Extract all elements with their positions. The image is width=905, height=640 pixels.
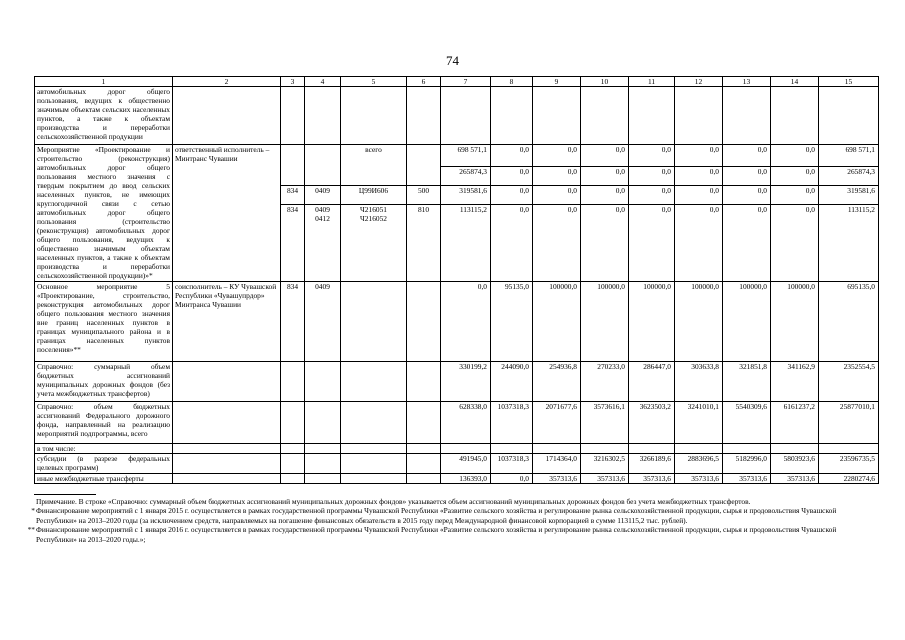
value-cell: 265874,3 xyxy=(819,167,879,186)
value-cell: 330199,2 xyxy=(441,362,491,402)
value-cell: 2352554,5 xyxy=(819,362,879,402)
value-cell: 1714364,0 xyxy=(533,454,581,474)
value-cell: 2883696,5 xyxy=(675,454,723,474)
value-cell: 341162,9 xyxy=(771,362,819,402)
value-cell: 303633,8 xyxy=(675,362,723,402)
value-cell: 357313,6 xyxy=(629,474,675,484)
value-cell: 0,0 xyxy=(771,167,819,186)
note-remark: Примечание. В строке «Справочно: суммарный объем бюджетных ассигнований муниципальных дорожных фондов» указывается объем ассигнований муниципальных дорожных фондов без учета межбюджетных трансфертов. xyxy=(36,497,751,506)
col-num-2: 2 xyxy=(173,77,281,87)
value-cell: 0,0 xyxy=(491,474,533,484)
value-cell: 491945,0 xyxy=(441,454,491,474)
table-row-continuation xyxy=(35,87,879,145)
value-cell: 100000,0 xyxy=(723,282,771,362)
value-cell: 321851,8 xyxy=(723,362,771,402)
col-num-10: 10 xyxy=(581,77,629,87)
row-description: Справочно: суммарный объем бюджетных ассигнований муниципальных дорожных фондов (без учета межбюджетных трансфертов) xyxy=(35,362,173,402)
column-number-row xyxy=(35,77,879,87)
value-cell: 254936,8 xyxy=(533,362,581,402)
value-cell: 0,0 xyxy=(581,186,629,205)
note-double-asterisk xyxy=(26,525,872,544)
value-cell: 0,0 xyxy=(581,205,629,282)
row-description: Основное мероприятие 5 «Проектирование, строительство, реконструкция автомобильных дорог общего пользования местного значения вне границ населенных пунктов в границах муниципального района и в границах населенных пунктов поселения»** xyxy=(35,282,173,362)
value-cell: 0,0 xyxy=(533,205,581,282)
row-description: Справочно: объем бюджетных ассигнований Федерального дорожного фонда, направленный на реализацию мероприятий подпрограммы, всего xyxy=(35,402,173,444)
row-executor: соисполнитель – КУ Чувашской Республики «Чувашупрдор» Минтранса Чувашии xyxy=(173,282,281,362)
value-cell: 244090,0 xyxy=(491,362,533,402)
value-cell: 286447,0 xyxy=(629,362,675,402)
value-cell: 0,0 xyxy=(533,167,581,186)
table-row-subsidies xyxy=(35,454,879,474)
value-cell: 628338,0 xyxy=(441,402,491,444)
note-single-asterisk xyxy=(26,506,872,525)
value-cell: 319581,6 xyxy=(441,186,491,205)
value-cell: 0,0 xyxy=(675,186,723,205)
footnote-divider xyxy=(34,494,96,495)
value-cell: 0,0 xyxy=(441,282,491,362)
note-text: Финансирование мероприятий с 1 января 2016 г. осуществляется в рамках государственной программы Чувашской Республики «Развитие сельского хозяйства и регулирование рынка сельскохозяйственной продукции, сырья и продовольствия Чувашской Республики» на 2013–2020 годы.»; xyxy=(36,525,837,544)
value-cell: 357313,6 xyxy=(723,474,771,484)
value-cell: 0,0 xyxy=(723,186,771,205)
value-cell: 0,0 xyxy=(723,167,771,186)
footnotes xyxy=(26,497,872,544)
value-cell: 23596735,5 xyxy=(819,454,879,474)
value-cell: 265874,3 xyxy=(441,167,491,186)
table-row-including xyxy=(35,444,879,454)
value-cell: 357313,6 xyxy=(675,474,723,484)
value-cell: 100000,0 xyxy=(629,282,675,362)
total-label: всего xyxy=(341,145,407,167)
value-cell: 0,0 xyxy=(629,145,675,167)
col-num-13: 13 xyxy=(723,77,771,87)
value-cell: 0,0 xyxy=(771,205,819,282)
value-cell: 0,0 xyxy=(581,167,629,186)
value-cell: 2280274,6 xyxy=(819,474,879,484)
value-cell: 0,0 xyxy=(491,205,533,282)
col-num-3: 3 xyxy=(281,77,305,87)
col-num-7: 7 xyxy=(441,77,491,87)
value-cell: 100000,0 xyxy=(533,282,581,362)
value-cell: 319581,6 xyxy=(819,186,879,205)
col-num-1: 1 xyxy=(35,77,173,87)
value-cell: 5803923,6 xyxy=(771,454,819,474)
value-cell: 0,0 xyxy=(675,167,723,186)
col-num-14: 14 xyxy=(771,77,819,87)
value-cell: 0,0 xyxy=(675,145,723,167)
table-row-event-total xyxy=(35,145,879,167)
row-description: Мероприятие «Проектирование и строительство (реконструкция) автомобильных дорог общего пользования местного значения с твердым покрытием до ввод сельских населенных пунктов, не имеющих круглогодичной связи с сетью автомобильных дорог общего пользования (строительство (реконструкция) автомобильных дорог общего пользования, ведущих к общественно значимым объектам населенных пунктов, а также к объектам производства и переработки сельскохозяйственной продукции)»* xyxy=(35,145,173,282)
value-cell: 0,0 xyxy=(581,145,629,167)
value-cell: 357313,6 xyxy=(581,474,629,484)
value-cell: 5182996,0 xyxy=(723,454,771,474)
value-cell: 0,0 xyxy=(629,205,675,282)
note-text: Финансирование мероприятий с 1 января 2015 г. осуществляется в рамках государственной программы Чувашской Республики «Развитие сельского хозяйства и регулирование рынка сельскохозяйственной продукции, сырья и продовольствия Чувашской Республики» на 2013–2020 годы (за исключением средств, направляемых на погашение финансовых обязательств в 2015 году перед Международной финансовой корпорацией в сумме 113115,2 тыс. рублей). xyxy=(36,506,837,525)
value-cell: 113115,2 xyxy=(819,205,879,282)
table-row-other-transfers xyxy=(35,474,879,484)
table-row-event-sub: 834 0409 Ц99И606 500 319581,6 0,0 0,0 0,0 0,0 0,0 0,0 0,0 319581,6 xyxy=(35,186,879,205)
row-executor: ответственный исполнитель – Минтранс Чувашии xyxy=(173,145,281,282)
value-cell: 5540309,6 xyxy=(723,402,771,444)
value-cell: 3216302,5 xyxy=(581,454,629,474)
table-row-reference-municipal xyxy=(35,362,879,402)
value-cell: 357313,6 xyxy=(771,474,819,484)
value-cell: 3623503,2 xyxy=(629,402,675,444)
value-cell: 0,0 xyxy=(533,186,581,205)
value-cell: 1037318,3 xyxy=(491,402,533,444)
value-cell: 0,0 xyxy=(533,145,581,167)
value-cell: 0,0 xyxy=(723,205,771,282)
value-cell: 95135,0 xyxy=(491,282,533,362)
col-num-15: 15 xyxy=(819,77,879,87)
row-description: иные межбюджетные трансферты xyxy=(35,474,173,484)
value-cell: 100000,0 xyxy=(675,282,723,362)
row-description: субсидии (в разрезе федеральных целевых программ) xyxy=(35,454,173,474)
table-row-event-sub: 834 0409 0412 Ч216051 Ч216052 810 113115,2 0,0 0,0 0,0 0,0 0,0 0,0 0,0 113115,2 xyxy=(35,205,879,282)
value-cell: 6161237,2 xyxy=(771,402,819,444)
value-cell: 2071677,6 xyxy=(533,402,581,444)
value-cell: 3573616,1 xyxy=(581,402,629,444)
page-number: 74 xyxy=(446,53,459,68)
row-description: в том числе: xyxy=(35,444,173,454)
value-cell: 0,0 xyxy=(491,145,533,167)
value-cell: 0,0 xyxy=(771,145,819,167)
budget-table xyxy=(34,76,879,484)
value-cell: 100000,0 xyxy=(581,282,629,362)
row-description: автомобильных дорог общего пользования, ведущих к общественно значимым объектам сельских населенных пунктов, а также к объектам производства и переработки сельскохозяйственной продукции xyxy=(35,87,173,145)
value-cell: 0,0 xyxy=(491,186,533,205)
col-num-6: 6 xyxy=(407,77,441,87)
value-cell: 25877010,1 xyxy=(819,402,879,444)
col-num-9: 9 xyxy=(533,77,581,87)
value-cell: 136393,0 xyxy=(441,474,491,484)
value-cell: 0,0 xyxy=(629,167,675,186)
table-row-reference-federal xyxy=(35,402,879,444)
col-num-4: 4 xyxy=(305,77,341,87)
value-cell: 698 571,1 xyxy=(819,145,879,167)
value-cell: 0,0 xyxy=(723,145,771,167)
value-cell: 695135,0 xyxy=(819,282,879,362)
double-asterisk-mark: ** xyxy=(27,525,35,535)
value-cell: 0,0 xyxy=(771,186,819,205)
value-cell: 1037318,3 xyxy=(491,454,533,474)
col-num-11: 11 xyxy=(629,77,675,87)
asterisk-mark: * xyxy=(31,506,35,516)
value-cell: 0,0 xyxy=(629,186,675,205)
value-cell: 0,0 xyxy=(491,167,533,186)
value-cell: 698 571,1 xyxy=(441,145,491,167)
value-cell: 357313,6 xyxy=(533,474,581,484)
col-num-12: 12 xyxy=(675,77,723,87)
value-cell: 270233,0 xyxy=(581,362,629,402)
col-num-8: 8 xyxy=(491,77,533,87)
value-cell: 3241010,1 xyxy=(675,402,723,444)
value-cell: 113115,2 xyxy=(441,205,491,282)
value-cell: 3266189,6 xyxy=(629,454,675,474)
value-cell: 100000,0 xyxy=(771,282,819,362)
value-cell: 0,0 xyxy=(675,205,723,282)
table-row-main-event-5: Основное мероприятие 5 «Проектирование, строительство, реконструкция автомобильных дорог общего пользования местного значения вне границ населенных пунктов в границах муниципального района и в границах населенных пунктов поселения»** соисполнитель – КУ Чувашской Республики «Чувашупрдор» Минтранса Чувашии 834 0409 0,0 95135,0 100000,0 100000,0 100000,0 100000,0 100000,0 100000,0 695135,0 xyxy=(35,282,879,362)
col-num-5: 5 xyxy=(341,77,407,87)
